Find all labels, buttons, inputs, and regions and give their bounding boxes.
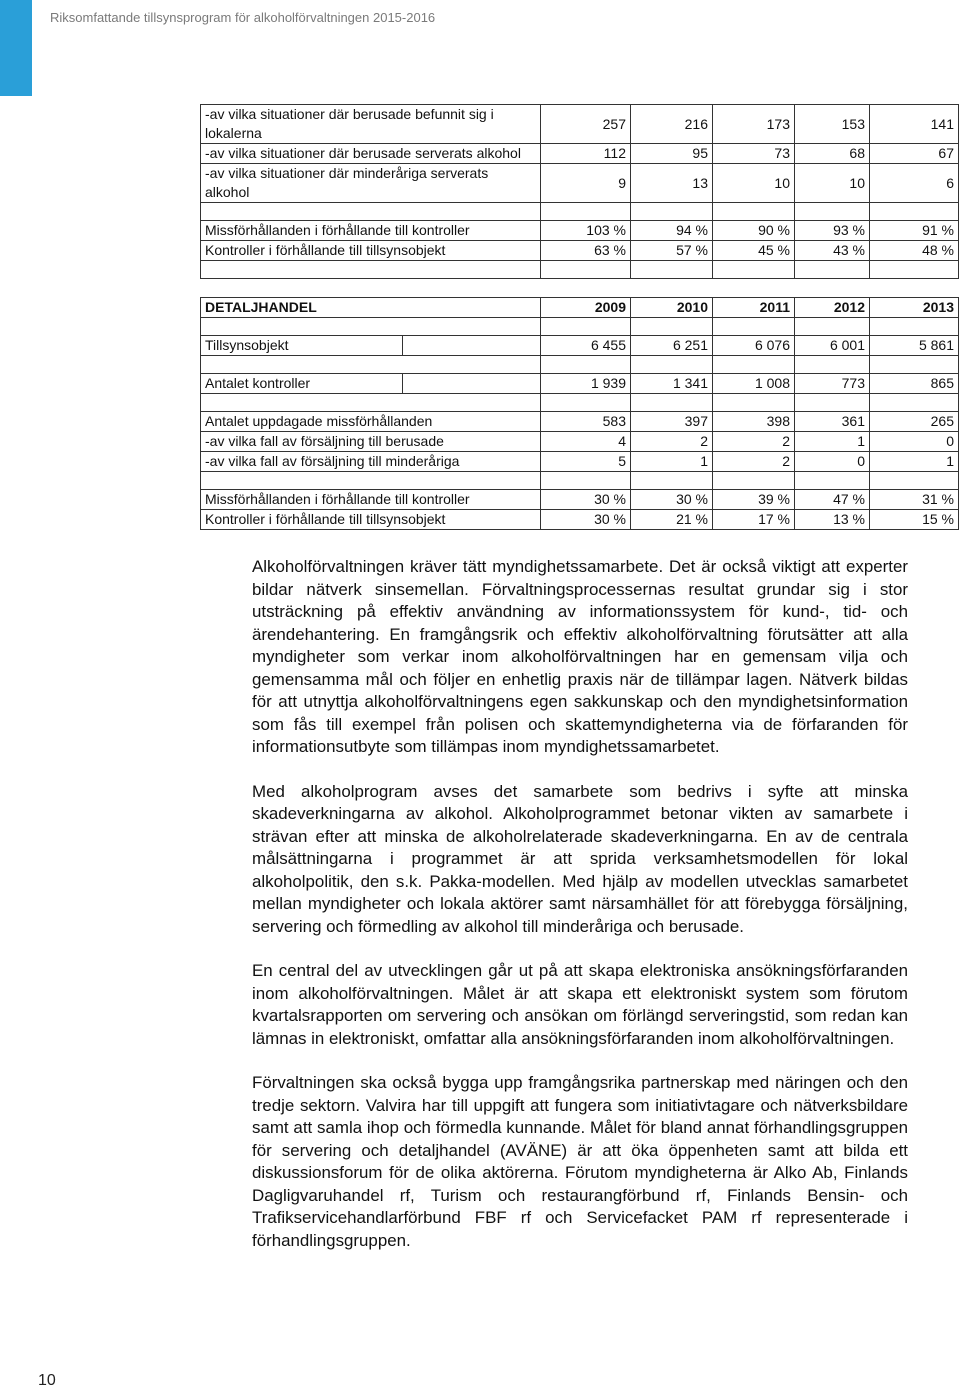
row-label: Antalet kontroller	[201, 374, 403, 394]
table-row	[201, 510, 959, 530]
cell: 90 %	[713, 221, 795, 241]
cell: 21 %	[631, 510, 713, 530]
cell: 10	[795, 164, 870, 203]
cell: 1	[795, 432, 870, 452]
table-row	[201, 336, 959, 356]
cell: 93 %	[795, 221, 870, 241]
cell: 141	[870, 105, 959, 144]
table-detaljhandel	[200, 297, 959, 530]
row-label: Kontroller i förhållande till tillsynsobjekt	[201, 241, 541, 261]
cell: 397	[631, 412, 713, 432]
table-row	[201, 144, 959, 164]
cell: 583	[541, 412, 631, 432]
table-spacer-row	[201, 261, 959, 279]
row-label: Kontroller i förhållande till tillsynsobjekt	[201, 510, 541, 530]
cell: 10	[713, 164, 795, 203]
row-label: -av vilka situationer där berusade befunnit sig i lokalerna	[201, 105, 541, 144]
cell: 1 939	[541, 374, 631, 394]
cell: 773	[795, 374, 870, 394]
article-body	[252, 556, 908, 1274]
cell: 361	[795, 412, 870, 432]
table-row	[201, 374, 959, 394]
cell: 30 %	[631, 490, 713, 510]
table-row	[201, 105, 959, 144]
header-accent-bar	[0, 0, 32, 96]
cell: 4	[541, 432, 631, 452]
paragraph: Alkoholförvaltningen kräver tätt myndighetssamarbete. Det är också viktigt att experter bildar nätverk sinsemellan. Förvaltningsprocessernas resultat grundar sig i stor utsträckning på effektiv användning av informationssystem för kund-, tid- och ärendehantering. En framgångsrik och effektiv alkoholförvaltning förutsätter att alla myndigheter som verkar inom alkoholförvaltningen har en gemensam vilja och gemensamma mål och följer en enhetlig praxis när de tillämpar lagen. Nätverk bildas för att utnyttja alkoholförvaltningens egen sakkunskap och den myndighetsinformation som fås till exempel från polisen och skattemyndigheterna via de förfaranden för informationsutbyte som tillämpas inom myndighetssamarbetet.	[252, 557, 908, 756]
table-row	[201, 221, 959, 241]
cell: 153	[795, 105, 870, 144]
row-label: Tillsynsobjekt	[201, 336, 403, 356]
year-header: 2012	[795, 298, 870, 318]
cell: 398	[713, 412, 795, 432]
cell: 103 %	[541, 221, 631, 241]
cell: 2	[631, 432, 713, 452]
cell: 95	[631, 144, 713, 164]
cell: 5	[541, 452, 631, 472]
table-header-row	[201, 298, 959, 318]
cell: 91 %	[870, 221, 959, 241]
row-label: -av vilka fall av försäljning till minderåriga	[201, 452, 541, 472]
cell: 173	[713, 105, 795, 144]
cell: 5 861	[870, 336, 959, 356]
table-row	[201, 490, 959, 510]
cell: 216	[631, 105, 713, 144]
cell: 0	[870, 432, 959, 452]
cell: 39 %	[713, 490, 795, 510]
cell: 2	[713, 432, 795, 452]
cell: 17 %	[713, 510, 795, 530]
table-row	[201, 241, 959, 261]
cell: 45 %	[713, 241, 795, 261]
paragraph: Förvaltningen ska också bygga upp framgångsrika partnerskap med näringen och den tredje sektorn. Valvira har till uppgift att fungera som initiativtagare och nätverksbildare samt att samla ihop och förmedla kunnande. Målet för bland annat förhandlingsgruppen för servering och detaljhandel (AVÄNE) är att öka öppenheten samt att bilda ett diskussionsforum för de olika aktörerna. Förutom myndigheterna är Alko Ab, Finlands Dagligvaruhandel rf, Turism och restaurangförbund rf, Finlands Bensin- och Trafikservicehandlarförbund FBF rf och Servicefacket PAM rf representerade i förhandlingsgruppen.	[252, 1073, 908, 1250]
cell: 73	[713, 144, 795, 164]
table-spacer-row	[201, 472, 959, 490]
cell: 1	[631, 452, 713, 472]
table-row	[201, 452, 959, 472]
cell: 57 %	[631, 241, 713, 261]
cell: 13	[631, 164, 713, 203]
cell: 1 008	[713, 374, 795, 394]
table-spacer-row	[201, 356, 959, 374]
year-header: 2009	[541, 298, 631, 318]
cell: 15 %	[870, 510, 959, 530]
cell: 67	[870, 144, 959, 164]
table-spacer-row	[201, 318, 959, 336]
row-label: Antalet uppdagade missförhållanden	[201, 412, 541, 432]
year-header: 2010	[631, 298, 713, 318]
cell: 13 %	[795, 510, 870, 530]
cell: 2	[713, 452, 795, 472]
year-header: 2013	[870, 298, 959, 318]
table-row	[201, 164, 959, 203]
table-row	[201, 412, 959, 432]
page-number: 10	[38, 1372, 56, 1389]
table-heading: DETALJHANDEL	[201, 298, 541, 318]
cell: 865	[870, 374, 959, 394]
cell: 30 %	[541, 490, 631, 510]
cell: 63 %	[541, 241, 631, 261]
cell: 94 %	[631, 221, 713, 241]
cell: 0	[795, 452, 870, 472]
cell: 43 %	[795, 241, 870, 261]
row-label: Missförhållanden i förhållande till kontroller	[201, 490, 541, 510]
cell: 6 001	[795, 336, 870, 356]
cell: 1	[870, 452, 959, 472]
row-label: Missförhållanden i förhållande till kontroller	[201, 221, 541, 241]
cell: 6 076	[713, 336, 795, 356]
cell: 265	[870, 412, 959, 432]
cell: 257	[541, 105, 631, 144]
table-spacer-row	[201, 394, 959, 412]
cell: 30 %	[541, 510, 631, 530]
cell: 6	[870, 164, 959, 203]
cell: 48 %	[870, 241, 959, 261]
cell: 6 455	[541, 336, 631, 356]
table-row	[201, 432, 959, 452]
cell: 68	[795, 144, 870, 164]
cell: 6 251	[631, 336, 713, 356]
row-label: -av vilka situationer där minderåriga serverats alkohol	[201, 164, 541, 203]
cell: 1 341	[631, 374, 713, 394]
cell: 31 %	[870, 490, 959, 510]
year-header: 2011	[713, 298, 795, 318]
table-top	[200, 104, 959, 279]
row-label: -av vilka fall av försäljning till berusade	[201, 432, 541, 452]
row-label: -av vilka situationer där berusade serverats alkohol	[201, 144, 541, 164]
cell: 9	[541, 164, 631, 203]
paragraph: En central del av utvecklingen går ut på att skapa elektroniska ansökningsförfaranden inom alkoholförvaltningen. Målet är att skapa ett elektroniskt system som förutom kvartalsrapporten om servering och ansökan om förlängd serveringstid, som redan kan lämnas in elektroniskt, omfattar alla ansökningsförfaranden inom alkoholförvaltningen.	[252, 961, 908, 1048]
cell: 47 %	[795, 490, 870, 510]
cell: 112	[541, 144, 631, 164]
paragraph: Med alkoholprogram avses det samarbete som bedrivs i syfte att minska skadeverkningarna av alkohol. Alkoholprogrammet betonar vikten av samarbete i strävan efter att minska de alkoholrelaterade skadeverkningarna. En av de centrala målsättningarna i programmet är att sprida verksamhetsmodellen för lokal alkoholpolitik, den s.k. Pakka-modellen. Med hjälp av modellen utvecklas samarbetet mellan myndigheter och lokala aktörer samt närsamhället för att förebygga försäljning, servering och förmedling av alkohol till minderåriga och berusade.	[252, 781, 908, 936]
table-spacer-row	[201, 203, 959, 221]
running-header: Riksomfattande tillsynsprogram för alkoholförvaltningen 2015-2016	[50, 10, 436, 25]
